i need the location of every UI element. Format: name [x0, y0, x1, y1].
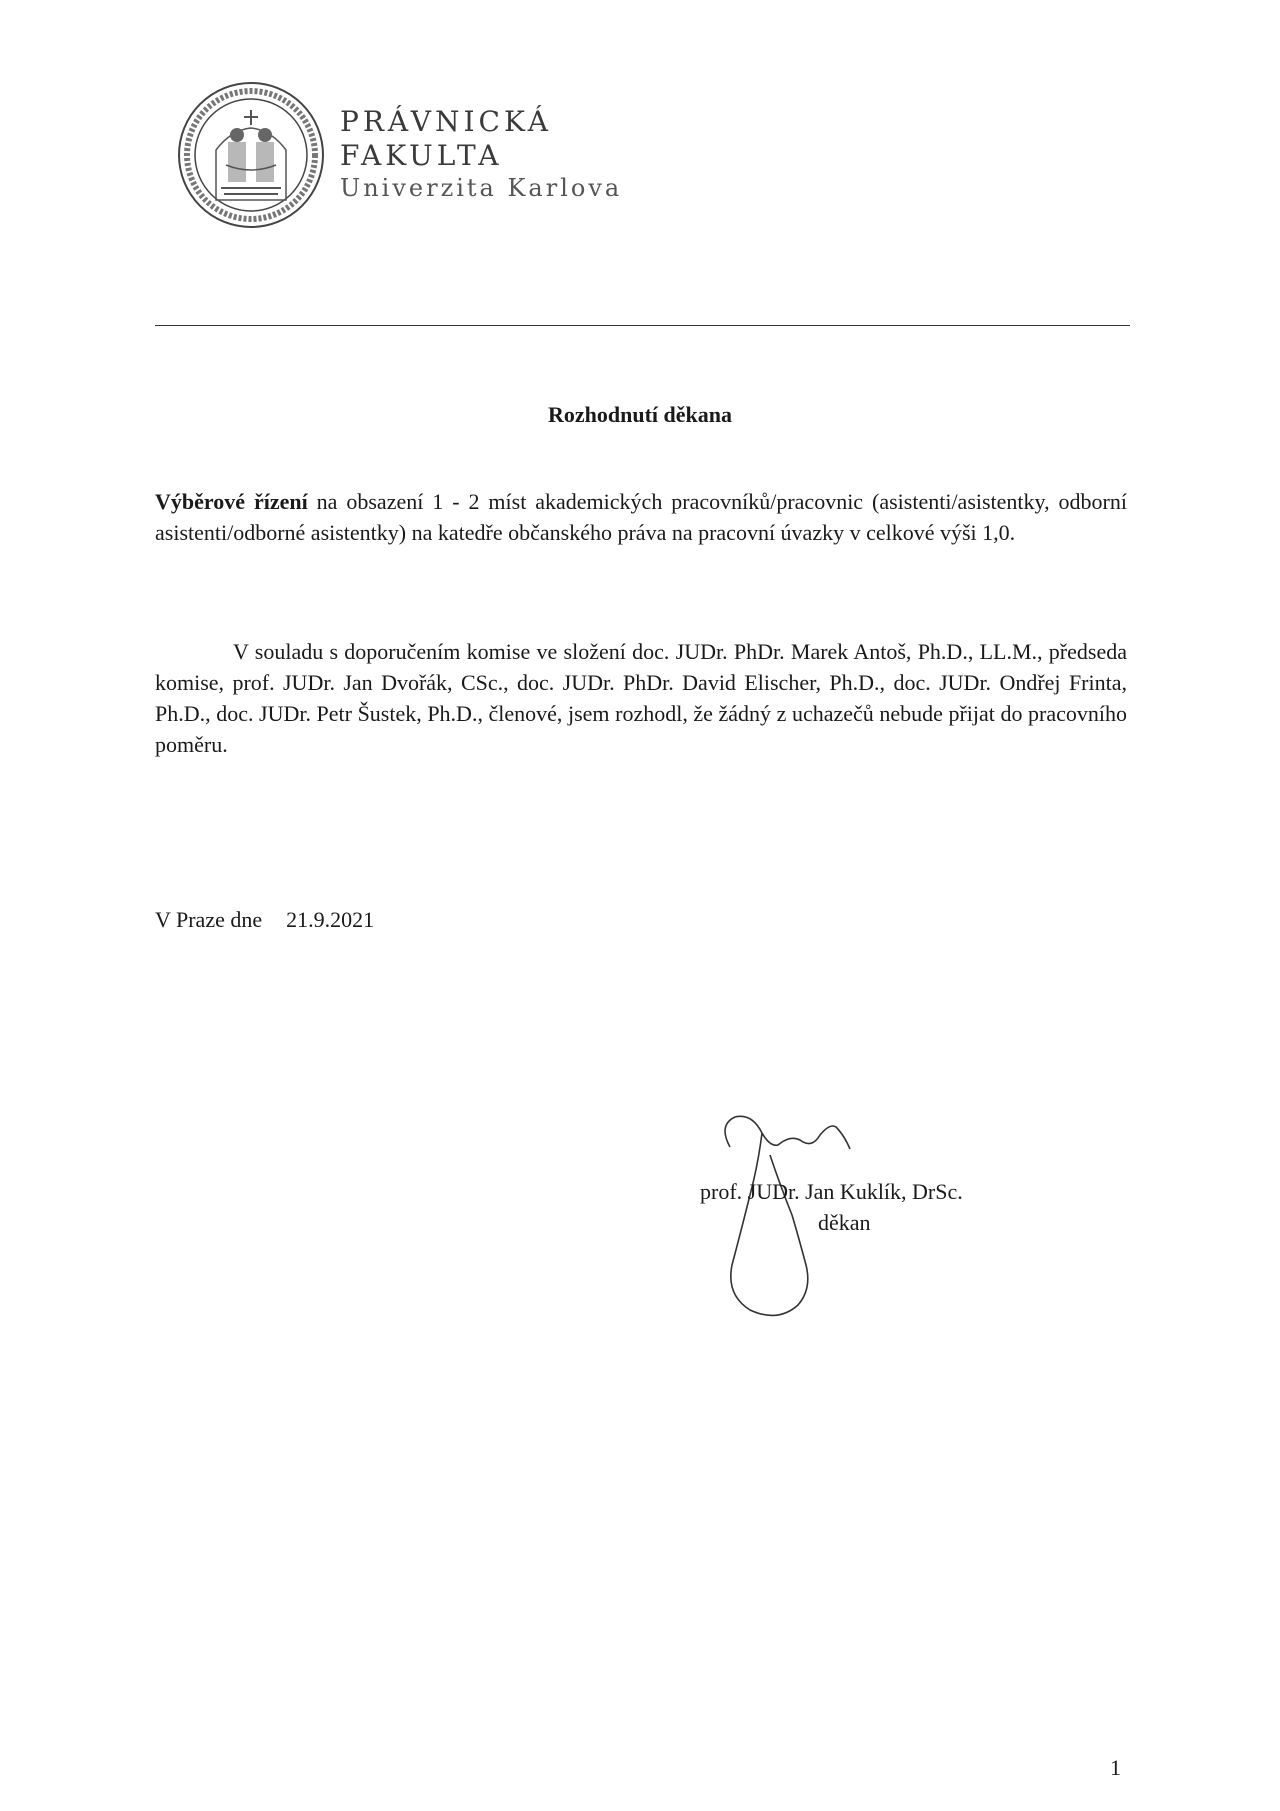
place-and-date [155, 907, 374, 933]
decision-date: 21.9.2021 [286, 907, 375, 932]
page-number: 1 [1110, 1755, 1121, 1780]
university-name: Univerzita Karlova [340, 174, 623, 202]
signatory-name: prof. JUDr. Jan Kuklík, DrSc. [700, 1179, 963, 1204]
faculty-name-line1: PRÁVNICKÁ [340, 105, 552, 138]
selection-procedure-paragraph [155, 486, 1127, 548]
faculty-logotype [340, 105, 623, 202]
place-label: V Praze dne [155, 907, 263, 932]
header-divider [155, 325, 1130, 326]
faculty-name-line2: FAKULTA [340, 139, 503, 172]
signatory-role: děkan [818, 1210, 871, 1235]
university-seal-icon [176, 80, 326, 230]
decision-paragraph: V souladu s doporučením komise ve složení doc. JUDr. PhDr. Marek Antoš, Ph.D., LL.M., předseda komise, prof. JUDr. Jan Dvořák, CSc., doc. JUDr. PhDr. David Elischer, Ph.D., doc. JUDr. Ondřej Frinta, Ph.D., doc. JUDr. Petr Šustek, Ph.D., členové, jsem rozhodl, že žádný z uchazečů nebude přijat do pracovního poměru. [155, 639, 1127, 757]
signatory-block [700, 1176, 963, 1238]
selection-procedure-label: Výběrové řízení [155, 489, 308, 514]
document-title: Rozhodnutí děkana [547, 402, 732, 427]
selection-procedure-text: na obsazení 1 - 2 míst akademických pracovníků/pracovnic (asistenti/asistentky, odborní asistenti/odborné asistentky) na katedře občanského práva na pracovní úvazky v celkové výši 1,0. [155, 489, 1127, 545]
